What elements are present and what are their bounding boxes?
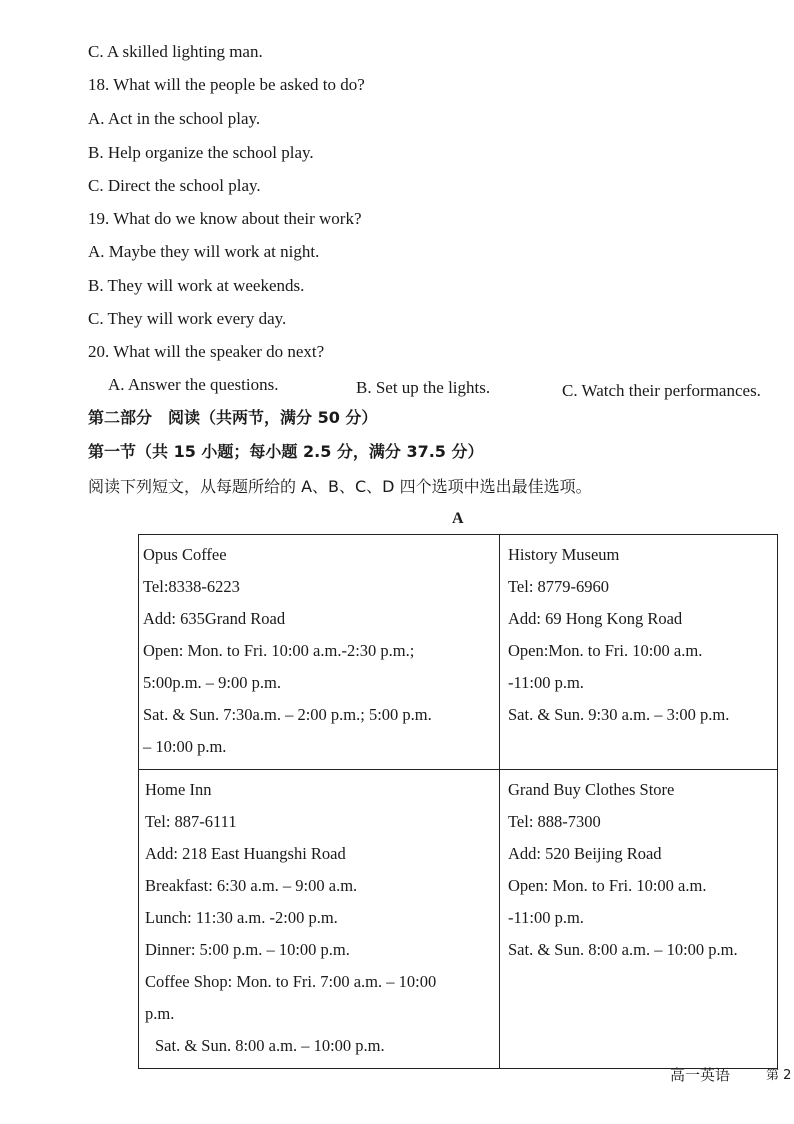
q18-option-a: A. Act in the school play.: [88, 109, 261, 128]
ad-address: Add: 218 East Huangshi Road: [145, 844, 346, 863]
ad-name: Home Inn: [145, 780, 212, 799]
ad-address: Add: 635Grand Road: [143, 609, 286, 628]
ad-lunch: Lunch: 11:30 a.m. -2:00 p.m.: [145, 908, 338, 927]
q18-question: 18. What will the people be asked to do?: [88, 75, 365, 94]
ad-opus-coffee: [139, 535, 500, 770]
ad-grand-buy-clothes-store: [500, 770, 778, 1069]
ad-tel: Tel: 8779-6960: [508, 577, 610, 596]
ad-address: Add: 69 Hong Kong Road: [508, 609, 683, 628]
ad-hours-line: – 10:00 p.m.: [143, 737, 227, 756]
ad-hours-line: Sat. & Sun. 9:30 a.m. – 3:00 p.m.: [508, 705, 730, 724]
q17-option-c: C. A skilled lighting man.: [88, 42, 263, 61]
instructions: 阅读下列短文，从每题所给的 A、B、C、D 四个选项中选出最佳选项。: [88, 477, 592, 496]
ad-hours-line: -11:00 p.m.: [508, 908, 584, 927]
ad-hours-line: Open: Mon. to Fri. 10:00 a.m.: [508, 876, 707, 895]
q19-option-b: B. They will work at weekends.: [88, 276, 305, 295]
q20-option-a: A. Answer the questions.: [108, 375, 279, 394]
ad-tel: Tel: 887-6111: [145, 812, 237, 831]
passage-label: A: [452, 510, 464, 527]
ad-hours-line: Open:Mon. to Fri. 10:00 a.m.: [508, 641, 703, 660]
ad-name: Opus Coffee: [143, 545, 227, 564]
q18-option-b: B. Help organize the school play.: [88, 143, 314, 162]
q19-question: 19. What do we know about their work?: [88, 209, 362, 228]
q19-option-a: A. Maybe they will work at night.: [88, 242, 320, 261]
ad-hours-line: Sat. & Sun. 8:00 a.m. – 10:00 p.m.: [508, 940, 738, 959]
ad-tel: Tel: 888-7300: [508, 812, 601, 831]
ad-coffee-shop: p.m.: [145, 1004, 175, 1023]
subsection-title: 第一节（共 15 小题；每小题 2.5 分，满分 37.5 分）: [88, 442, 484, 461]
ad-coffee-shop: Coffee Shop: Mon. to Fri. 7:00 a.m. – 10:00: [145, 972, 437, 991]
ad-hours-line: -11:00 p.m.: [508, 673, 584, 692]
ad-breakfast: Breakfast: 6:30 a.m. – 9:00 a.m.: [145, 876, 358, 895]
footer-page-number: 第 2: [766, 1068, 792, 1083]
q20-option-b: B. Set up the lights.: [356, 378, 491, 397]
ad-address: Add: 520 Beijing Road: [508, 844, 662, 863]
ad-hours-line: 5:00p.m. – 9:00 p.m.: [143, 673, 281, 692]
ad-dinner: Dinner: 5:00 p.m. – 10:00 p.m.: [145, 940, 350, 959]
ads-table: [138, 534, 778, 1069]
ad-name: Grand Buy Clothes Store: [508, 780, 675, 799]
ad-history-museum: [500, 535, 778, 770]
ad-hours-line: Sat. & Sun. 7:30a.m. – 2:00 p.m.; 5:00 p.m.: [143, 705, 432, 724]
q20-option-c: C. Watch their performances.: [562, 381, 761, 400]
part-title: 第二部分 阅读（共两节，满分 50 分）: [88, 408, 378, 427]
ad-tel: Tel:8338-6223: [143, 577, 240, 596]
footer-subject: 高一英语: [670, 1066, 731, 1084]
ad-home-inn: [139, 770, 500, 1069]
q19-option-c: C. They will work every day.: [88, 309, 287, 328]
ad-name: History Museum: [508, 545, 620, 564]
ad-hours-line: Open: Mon. to Fri. 10:00 a.m.-2:30 p.m.;: [143, 641, 415, 660]
ad-coffee-shop: Sat. & Sun. 8:00 a.m. – 10:00 p.m.: [155, 1036, 385, 1055]
q18-option-c: C. Direct the school play.: [88, 176, 261, 195]
q20-question: 20. What will the speaker do next?: [88, 342, 325, 361]
